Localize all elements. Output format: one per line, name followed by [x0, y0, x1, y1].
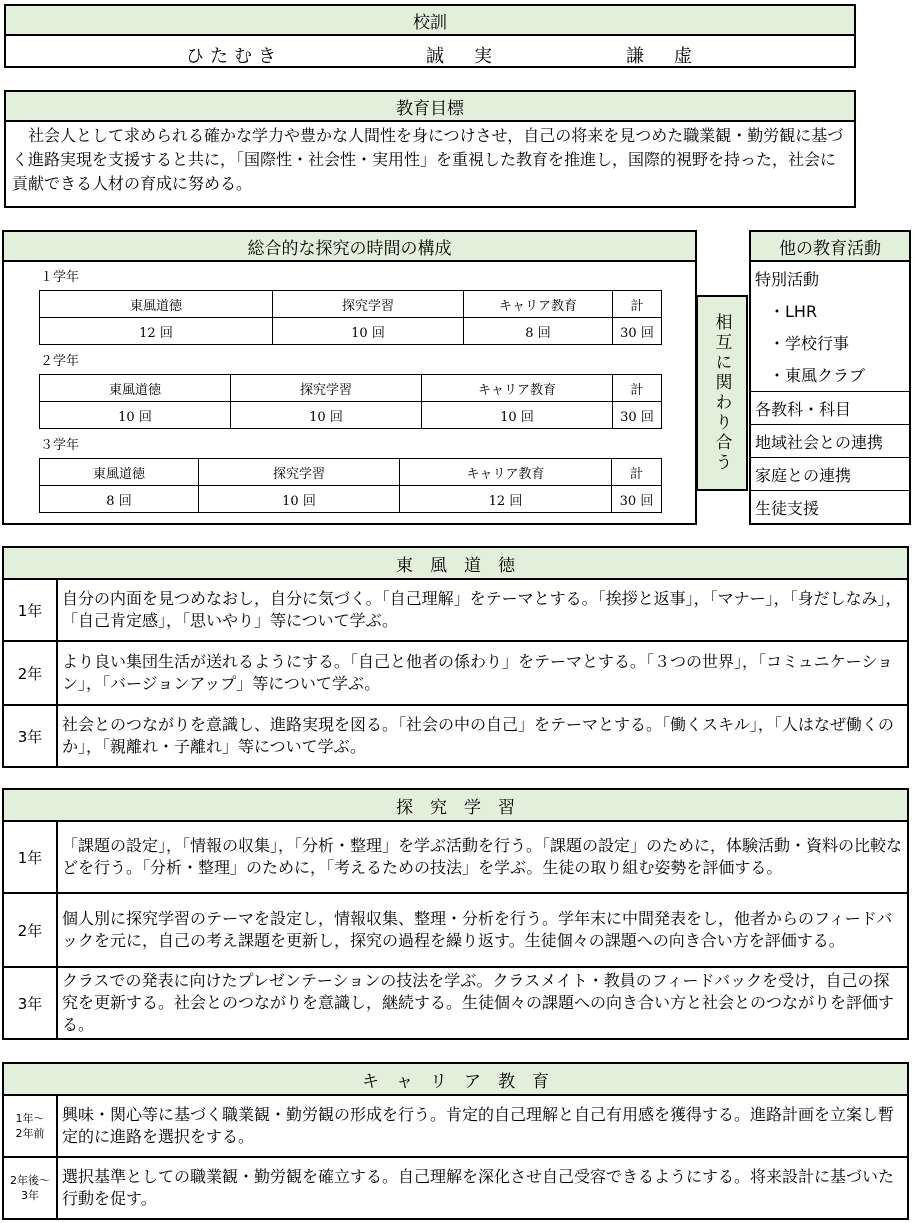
structure-title: 総合的な探究の時間の構成: [247, 238, 452, 259]
career-row: [3, 1095, 908, 1157]
grade1-header-career: キャリア教育: [464, 291, 613, 318]
inquiry-year-1: 1年: [3, 821, 57, 893]
grade2-header-moral: 東風道徳: [40, 375, 231, 402]
career-year-1-line1: 1年～: [15, 1112, 45, 1125]
grade1-header-moral: 東風道徳: [40, 291, 273, 318]
inquiry-row: [3, 893, 908, 967]
moral-row: [3, 579, 908, 641]
grade2-header-career: キャリア教育: [422, 375, 613, 402]
moral-row: [3, 705, 908, 767]
moral-year-2: 2年: [3, 641, 57, 705]
inquiry-desc-1: 「課題の設定」，「情報の収集」，「分析・整理」を学ぶ活動を行う。「課題の設定」のために，体験活動・資料の比較などを行う。「分析・整理」のために，「考えるための技法」を学ぶ。生徒の取り組む姿勢を評価する。: [57, 821, 908, 893]
inquiry-table: [2, 820, 909, 1040]
inquiry-row: [3, 967, 908, 1039]
career-row: [3, 1157, 908, 1219]
moral-desc-3: 社会とのつながりを意識し、進路実現を図る。「社会の中の自己」をテーマとする。「働くスキル」，「人はなぜ働くのか」，「親離れ・子離れ」等について学ぶ。: [57, 705, 908, 767]
motto-body: [4, 34, 856, 68]
grade3-label: ３学年: [40, 438, 80, 453]
grade3-header-total: 計: [612, 459, 662, 486]
moral-table: [2, 578, 909, 768]
other-title: 他の教育活動: [779, 238, 881, 259]
inquiry-row: [3, 821, 908, 893]
grade1-value-inquiry: 10 回: [273, 318, 464, 345]
inquiry-desc-2: 個人別に探究学習のテーマを設定し，情報収集、整理・分析を行う。学年末に中間発表をし，他者からのフィードバックを元に，自己の考え課題を更新し，探究の過程を繰り返す。生徒個々の課題への向き合い方を評価する。: [57, 893, 908, 967]
grade2-value-inquiry: 10 回: [231, 402, 422, 429]
motto-header: [4, 4, 856, 36]
grade3-value-inquiry: 10 回: [199, 486, 400, 513]
grade3-value-moral: 8 回: [40, 486, 199, 513]
moral-header: [2, 546, 909, 580]
other-item-community: 地域社会との連携: [749, 425, 911, 458]
goals-text: 社会人として求められる確かな学力や豊かな人間性を身につけさせ，自己の将来を見つめた職業観・勤労観に基づく進路実現を支援すると共に，「国際性・社会性・実用性」を重視した教育を推進し，国際的視野を持った，社会に貢献できる人材の育成に努める。: [4, 120, 856, 208]
other-item-special: 特別活動: [749, 262, 911, 294]
moral-desc-1: 自分の内面を見つめなおし，自分に気づく。「自己理解」をテーマとする。「挨拶と返事」，「マナー」，「身だしなみ」，「自己肯定感」，「思いやり」等について学ぶ。: [57, 579, 908, 641]
other-header: [749, 230, 911, 262]
grade1-header-total: 計: [613, 291, 662, 318]
career-year-2-line2: 3年: [21, 1189, 39, 1202]
grade2-table: [39, 374, 662, 429]
career-year-1: [3, 1095, 57, 1157]
other-item-subjects: 各教科・科目: [749, 392, 911, 425]
career-desc-2: 選択基準としての職業観・勤労観を確立する。自己理解を深化させ自己受容できるようにする。将来設計に基づいた行動を促す。: [57, 1157, 908, 1219]
grade1-value-total: 30 回: [613, 318, 662, 345]
career-year-1-line2: 2年前: [15, 1127, 45, 1140]
inquiry-year-3: 3年: [3, 967, 57, 1039]
career-desc-1: 興味・関心等に基づく職業観・勤労観の形成を行う。肯定的自己理解と自己有用感を獲得する。進路計画を立案し暫定的に進路を選択をする。: [57, 1095, 908, 1157]
moral-row: [3, 641, 908, 705]
mutual-text: 相互に関わり合う: [711, 313, 732, 473]
goals-title: 教育目標: [396, 98, 464, 119]
goals-header: [4, 90, 856, 122]
motto-title: 校訓: [413, 12, 447, 33]
mutual-connector: [696, 295, 748, 491]
grade3-value-career: 12 回: [400, 486, 612, 513]
structure-header: [2, 230, 697, 262]
other-item-support: 生徒支援: [749, 491, 911, 525]
grade2-header-total: 計: [613, 375, 662, 402]
grade2-header-inquiry: 探究学習: [231, 375, 422, 402]
other-item-events: ・学校行事: [749, 326, 911, 358]
career-year-2-line1: 2年後～: [10, 1174, 50, 1187]
grade2-label: ２学年: [40, 354, 80, 369]
inquiry-title: 探 究 学 習: [396, 797, 515, 818]
grade1-value-career: 8 回: [464, 318, 613, 345]
career-table: [2, 1094, 909, 1220]
career-header: [2, 1062, 909, 1096]
career-title: キ ャ リ ア 教 育: [362, 1071, 549, 1092]
motto-item-1: ひたむき: [186, 46, 282, 67]
grade3-table: [39, 458, 662, 513]
other-item-lhr: ・LHR: [749, 294, 911, 326]
grade1-header-inquiry: 探究学習: [273, 291, 464, 318]
grade2-value-total: 30 回: [613, 402, 662, 429]
grade3-header-moral: 東風道徳: [40, 459, 199, 486]
grade3-header-career: キャリア教育: [400, 459, 612, 486]
other-item-family: 家庭との連携: [749, 458, 911, 491]
motto-item-2: 誠 実: [426, 46, 498, 67]
grade3-value-total: 30 回: [612, 486, 662, 513]
grade2-value-career: 10 回: [422, 402, 613, 429]
moral-desc-2: より良い集団生活が送れるようにする。「自己と他者の係わり」をテーマとする。「３つの世界」，「コミュニケーション」，「バージョンアップ」等について学ぶ。: [57, 641, 908, 705]
inquiry-year-2: 2年: [3, 893, 57, 967]
moral-year-3: 3年: [3, 705, 57, 767]
motto-item-3: 謙 虚: [626, 46, 698, 67]
other-item-club: ・東風クラブ: [749, 358, 911, 392]
grade1-value-moral: 12 回: [40, 318, 273, 345]
inquiry-desc-3: クラスでの発表に向けたプレゼンテーションの技法を学ぶ。クラスメイト・教員のフィードバックを受け，自己の探究を更新する。社会とのつながりを意識し，継続する。生徒個々の課題への向き合い方と社会とのつながりを評価する。: [57, 967, 908, 1039]
grade3-header-inquiry: 探究学習: [199, 459, 400, 486]
grade1-label: １学年: [40, 270, 80, 285]
inquiry-header: [2, 788, 909, 822]
grade2-value-moral: 10 回: [40, 402, 231, 429]
moral-year-1: 1年: [3, 579, 57, 641]
career-year-2: [3, 1157, 57, 1219]
grade1-table: [39, 290, 662, 345]
moral-title: 東 風 道 徳: [396, 555, 515, 576]
